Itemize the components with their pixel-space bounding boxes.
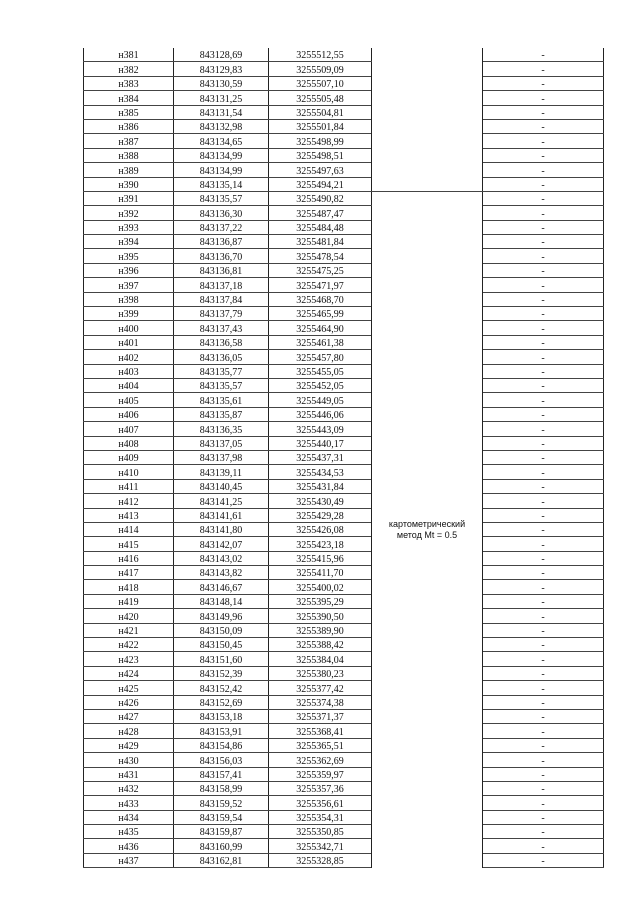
- x-coordinate-cell: 843135,57: [174, 378, 269, 392]
- extra-value-cell: -: [483, 465, 604, 479]
- point-id-cell: н406: [84, 407, 174, 421]
- extra-value-cell: -: [483, 249, 604, 263]
- y-coordinate-cell: 3255494,21: [269, 177, 372, 191]
- x-coordinate-cell: 843135,61: [174, 393, 269, 407]
- extra-value-cell: -: [483, 522, 604, 536]
- table-row: [84, 666, 604, 680]
- y-coordinate-cell: 3255449,05: [269, 393, 372, 407]
- extra-value-cell: -: [483, 263, 604, 277]
- table-row: [84, 580, 604, 594]
- y-coordinate-cell: 3255434,53: [269, 465, 372, 479]
- x-coordinate-cell: 843149,96: [174, 609, 269, 623]
- table-row: [84, 191, 604, 205]
- point-id-cell: н423: [84, 652, 174, 666]
- extra-value-cell: -: [483, 508, 604, 522]
- table-row: [84, 105, 604, 119]
- y-coordinate-cell: 3255365,51: [269, 738, 372, 752]
- y-coordinate-cell: 3255457,80: [269, 350, 372, 364]
- y-coordinate-cell: 3255411,70: [269, 566, 372, 580]
- x-coordinate-cell: 843136,81: [174, 263, 269, 277]
- extra-value-cell: -: [483, 623, 604, 637]
- point-id-cell: н429: [84, 738, 174, 752]
- y-coordinate-cell: 3255481,84: [269, 235, 372, 249]
- table-row: [84, 537, 604, 551]
- point-id-cell: н411: [84, 479, 174, 493]
- point-id-cell: н398: [84, 292, 174, 306]
- coordinates-table-body: [84, 48, 604, 868]
- extra-value-cell: -: [483, 163, 604, 177]
- point-id-cell: н392: [84, 206, 174, 220]
- point-id-cell: н405: [84, 393, 174, 407]
- extra-value-cell: -: [483, 638, 604, 652]
- x-coordinate-cell: 843136,35: [174, 422, 269, 436]
- table-row: [84, 781, 604, 795]
- x-coordinate-cell: 843141,25: [174, 494, 269, 508]
- extra-value-cell: -: [483, 378, 604, 392]
- point-id-cell: н383: [84, 76, 174, 90]
- y-coordinate-cell: 3255452,05: [269, 378, 372, 392]
- y-coordinate-cell: 3255475,25: [269, 263, 372, 277]
- y-coordinate-cell: 3255350,85: [269, 825, 372, 839]
- x-coordinate-cell: 843137,98: [174, 450, 269, 464]
- point-id-cell: н388: [84, 148, 174, 162]
- x-coordinate-cell: 843140,45: [174, 479, 269, 493]
- x-coordinate-cell: 843130,59: [174, 76, 269, 90]
- extra-value-cell: -: [483, 321, 604, 335]
- point-id-cell: н404: [84, 378, 174, 392]
- point-id-cell: н381: [84, 48, 174, 62]
- x-coordinate-cell: 843142,07: [174, 537, 269, 551]
- table-row: [84, 753, 604, 767]
- table-row: [84, 378, 604, 392]
- table-row: [84, 609, 604, 623]
- extra-value-cell: -: [483, 62, 604, 76]
- extra-value-cell: -: [483, 307, 604, 321]
- table-row: [84, 206, 604, 220]
- table-row: [84, 263, 604, 277]
- extra-value-cell: -: [483, 206, 604, 220]
- table-row: [84, 796, 604, 810]
- x-coordinate-cell: 843153,91: [174, 724, 269, 738]
- x-coordinate-cell: 843135,14: [174, 177, 269, 191]
- point-id-cell: н390: [84, 177, 174, 191]
- table-row: [84, 393, 604, 407]
- y-coordinate-cell: 3255342,71: [269, 839, 372, 853]
- x-coordinate-cell: 843159,87: [174, 825, 269, 839]
- point-id-cell: н401: [84, 335, 174, 349]
- table-row: [84, 119, 604, 133]
- table-row: [84, 163, 604, 177]
- table-row: [84, 623, 604, 637]
- coordinates-table: [83, 48, 604, 868]
- point-id-cell: н385: [84, 105, 174, 119]
- y-coordinate-cell: 3255431,84: [269, 479, 372, 493]
- x-coordinate-cell: 843143,02: [174, 551, 269, 565]
- point-id-cell: н427: [84, 709, 174, 723]
- x-coordinate-cell: 843134,99: [174, 148, 269, 162]
- table-row: [84, 450, 604, 464]
- y-coordinate-cell: 3255328,85: [269, 853, 372, 867]
- extra-value-cell: -: [483, 235, 604, 249]
- table-row: [84, 681, 604, 695]
- y-coordinate-cell: 3255498,99: [269, 134, 372, 148]
- table-row: [84, 724, 604, 738]
- table-row: [84, 422, 604, 436]
- extra-value-cell: -: [483, 695, 604, 709]
- point-id-cell: н409: [84, 450, 174, 464]
- x-coordinate-cell: 843151,60: [174, 652, 269, 666]
- extra-value-cell: -: [483, 781, 604, 795]
- x-coordinate-cell: 843137,84: [174, 292, 269, 306]
- table-row: [84, 522, 604, 536]
- extra-value-cell: -: [483, 839, 604, 853]
- point-id-cell: н402: [84, 350, 174, 364]
- x-coordinate-cell: 843136,30: [174, 206, 269, 220]
- point-id-cell: н394: [84, 235, 174, 249]
- table-row: [84, 479, 604, 493]
- extra-value-cell: -: [483, 350, 604, 364]
- extra-value-cell: -: [483, 825, 604, 839]
- point-id-cell: н437: [84, 853, 174, 867]
- table-row: [84, 839, 604, 853]
- table-row: [84, 91, 604, 105]
- extra-value-cell: -: [483, 609, 604, 623]
- y-coordinate-cell: 3255487,47: [269, 206, 372, 220]
- extra-value-cell: -: [483, 853, 604, 867]
- table-row: [84, 465, 604, 479]
- extra-value-cell: -: [483, 494, 604, 508]
- point-id-cell: н382: [84, 62, 174, 76]
- table-row: [84, 810, 604, 824]
- y-coordinate-cell: 3255359,97: [269, 767, 372, 781]
- point-id-cell: н389: [84, 163, 174, 177]
- method-cell: [372, 191, 483, 867]
- table-row: [84, 767, 604, 781]
- x-coordinate-cell: 843132,98: [174, 119, 269, 133]
- x-coordinate-cell: 843162,81: [174, 853, 269, 867]
- extra-value-cell: -: [483, 450, 604, 464]
- x-coordinate-cell: 843135,57: [174, 191, 269, 205]
- table-row: [84, 335, 604, 349]
- point-id-cell: н425: [84, 681, 174, 695]
- point-id-cell: н393: [84, 220, 174, 234]
- extra-value-cell: -: [483, 105, 604, 119]
- y-coordinate-cell: 3255368,41: [269, 724, 372, 738]
- x-coordinate-cell: 843137,18: [174, 278, 269, 292]
- table-row: [84, 177, 604, 191]
- table-row: [84, 825, 604, 839]
- x-coordinate-cell: 843153,18: [174, 709, 269, 723]
- y-coordinate-cell: 3255471,97: [269, 278, 372, 292]
- x-coordinate-cell: 843131,54: [174, 105, 269, 119]
- point-id-cell: н413: [84, 508, 174, 522]
- x-coordinate-cell: 843139,11: [174, 465, 269, 479]
- table-row: [84, 307, 604, 321]
- extra-value-cell: -: [483, 191, 604, 205]
- point-id-cell: н430: [84, 753, 174, 767]
- x-coordinate-cell: 843154,86: [174, 738, 269, 752]
- extra-value-cell: -: [483, 220, 604, 234]
- x-coordinate-cell: 843150,09: [174, 623, 269, 637]
- y-coordinate-cell: 3255389,90: [269, 623, 372, 637]
- extra-value-cell: -: [483, 436, 604, 450]
- extra-value-cell: -: [483, 594, 604, 608]
- y-coordinate-cell: 3255374,38: [269, 695, 372, 709]
- point-id-cell: н421: [84, 623, 174, 637]
- y-coordinate-cell: 3255490,82: [269, 191, 372, 205]
- x-coordinate-cell: 843134,65: [174, 134, 269, 148]
- extra-value-cell: -: [483, 738, 604, 752]
- point-id-cell: н397: [84, 278, 174, 292]
- point-id-cell: н391: [84, 191, 174, 205]
- y-coordinate-cell: 3255380,23: [269, 666, 372, 680]
- extra-value-cell: -: [483, 148, 604, 162]
- y-coordinate-cell: 3255356,61: [269, 796, 372, 810]
- extra-value-cell: -: [483, 580, 604, 594]
- extra-value-cell: -: [483, 666, 604, 680]
- extra-value-cell: -: [483, 479, 604, 493]
- extra-value-cell: -: [483, 134, 604, 148]
- point-id-cell: н419: [84, 594, 174, 608]
- x-coordinate-cell: 843158,99: [174, 781, 269, 795]
- extra-value-cell: -: [483, 709, 604, 723]
- point-id-cell: н400: [84, 321, 174, 335]
- y-coordinate-cell: 3255468,70: [269, 292, 372, 306]
- table-row: [84, 494, 604, 508]
- x-coordinate-cell: 843137,43: [174, 321, 269, 335]
- point-id-cell: н432: [84, 781, 174, 795]
- table-row: [84, 48, 604, 62]
- extra-value-cell: -: [483, 796, 604, 810]
- method-cell-upper: [372, 48, 483, 191]
- x-coordinate-cell: 843143,82: [174, 566, 269, 580]
- point-id-cell: н414: [84, 522, 174, 536]
- y-coordinate-cell: 3255505,48: [269, 91, 372, 105]
- table-row: [84, 738, 604, 752]
- y-coordinate-cell: 3255498,51: [269, 148, 372, 162]
- table-row: [84, 652, 604, 666]
- x-coordinate-cell: 843131,25: [174, 91, 269, 105]
- point-id-cell: н412: [84, 494, 174, 508]
- x-coordinate-cell: 843152,42: [174, 681, 269, 695]
- table-row: [84, 134, 604, 148]
- y-coordinate-cell: 3255465,99: [269, 307, 372, 321]
- x-coordinate-cell: 843136,05: [174, 350, 269, 364]
- y-coordinate-cell: 3255509,09: [269, 62, 372, 76]
- y-coordinate-cell: 3255501,84: [269, 119, 372, 133]
- extra-value-cell: -: [483, 119, 604, 133]
- x-coordinate-cell: 843137,05: [174, 436, 269, 450]
- y-coordinate-cell: 3255371,37: [269, 709, 372, 723]
- table-row: [84, 62, 604, 76]
- table-row: [84, 508, 604, 522]
- y-coordinate-cell: 3255455,05: [269, 364, 372, 378]
- y-coordinate-cell: 3255443,09: [269, 422, 372, 436]
- y-coordinate-cell: 3255362,69: [269, 753, 372, 767]
- table-row: [84, 407, 604, 421]
- table-row: [84, 551, 604, 565]
- y-coordinate-cell: 3255423,18: [269, 537, 372, 551]
- extra-value-cell: -: [483, 393, 604, 407]
- y-coordinate-cell: 3255497,63: [269, 163, 372, 177]
- extra-value-cell: -: [483, 537, 604, 551]
- table-row: [84, 436, 604, 450]
- extra-value-cell: -: [483, 566, 604, 580]
- x-coordinate-cell: 843152,69: [174, 695, 269, 709]
- y-coordinate-cell: 3255426,08: [269, 522, 372, 536]
- table-row: [84, 638, 604, 652]
- y-coordinate-cell: 3255507,10: [269, 76, 372, 90]
- x-coordinate-cell: 843141,80: [174, 522, 269, 536]
- point-id-cell: н395: [84, 249, 174, 263]
- table-row: [84, 594, 604, 608]
- y-coordinate-cell: 3255388,42: [269, 638, 372, 652]
- y-coordinate-cell: 3255430,49: [269, 494, 372, 508]
- x-coordinate-cell: 843157,41: [174, 767, 269, 781]
- x-coordinate-cell: 843137,22: [174, 220, 269, 234]
- x-coordinate-cell: 843159,52: [174, 796, 269, 810]
- point-id-cell: н428: [84, 724, 174, 738]
- point-id-cell: н408: [84, 436, 174, 450]
- table-row: [84, 566, 604, 580]
- x-coordinate-cell: 843150,45: [174, 638, 269, 652]
- table-row: [84, 278, 604, 292]
- point-id-cell: н434: [84, 810, 174, 824]
- extra-value-cell: -: [483, 652, 604, 666]
- point-id-cell: н396: [84, 263, 174, 277]
- point-id-cell: н431: [84, 767, 174, 781]
- y-coordinate-cell: 3255400,02: [269, 580, 372, 594]
- y-coordinate-cell: 3255478,54: [269, 249, 372, 263]
- point-id-cell: н416: [84, 551, 174, 565]
- extra-value-cell: -: [483, 76, 604, 90]
- x-coordinate-cell: 843159,54: [174, 810, 269, 824]
- table-row: [84, 321, 604, 335]
- x-coordinate-cell: 843160,99: [174, 839, 269, 853]
- x-coordinate-cell: 843137,79: [174, 307, 269, 321]
- table-row: [84, 249, 604, 263]
- y-coordinate-cell: 3255437,31: [269, 450, 372, 464]
- table-row: [84, 235, 604, 249]
- y-coordinate-cell: 3255377,42: [269, 681, 372, 695]
- point-id-cell: н384: [84, 91, 174, 105]
- y-coordinate-cell: 3255446,06: [269, 407, 372, 421]
- y-coordinate-cell: 3255395,29: [269, 594, 372, 608]
- table-row: [84, 853, 604, 867]
- point-id-cell: н386: [84, 119, 174, 133]
- point-id-cell: н426: [84, 695, 174, 709]
- extra-value-cell: -: [483, 810, 604, 824]
- x-coordinate-cell: 843135,77: [174, 364, 269, 378]
- table-row: [84, 364, 604, 378]
- y-coordinate-cell: 3255484,48: [269, 220, 372, 234]
- extra-value-cell: -: [483, 551, 604, 565]
- y-coordinate-cell: 3255461,38: [269, 335, 372, 349]
- point-id-cell: н422: [84, 638, 174, 652]
- y-coordinate-cell: 3255357,36: [269, 781, 372, 795]
- point-id-cell: н410: [84, 465, 174, 479]
- extra-value-cell: -: [483, 767, 604, 781]
- x-coordinate-cell: 843136,70: [174, 249, 269, 263]
- extra-value-cell: -: [483, 177, 604, 191]
- y-coordinate-cell: 3255440,17: [269, 436, 372, 450]
- table-row: [84, 709, 604, 723]
- table-row: [84, 695, 604, 709]
- table-row: [84, 350, 604, 364]
- x-coordinate-cell: 843136,58: [174, 335, 269, 349]
- point-id-cell: н407: [84, 422, 174, 436]
- extra-value-cell: -: [483, 681, 604, 695]
- x-coordinate-cell: 843135,87: [174, 407, 269, 421]
- method-text-line2: метод Mt = 0.5: [396, 529, 458, 540]
- point-id-cell: н433: [84, 796, 174, 810]
- x-coordinate-cell: 843146,67: [174, 580, 269, 594]
- y-coordinate-cell: 3255504,81: [269, 105, 372, 119]
- extra-value-cell: -: [483, 278, 604, 292]
- point-id-cell: н403: [84, 364, 174, 378]
- x-coordinate-cell: 843134,99: [174, 163, 269, 177]
- point-id-cell: н435: [84, 825, 174, 839]
- y-coordinate-cell: 3255429,28: [269, 508, 372, 522]
- x-coordinate-cell: 843156,03: [174, 753, 269, 767]
- x-coordinate-cell: 843128,69: [174, 48, 269, 62]
- point-id-cell: н417: [84, 566, 174, 580]
- extra-value-cell: -: [483, 364, 604, 378]
- table-row: [84, 292, 604, 306]
- y-coordinate-cell: 3255415,96: [269, 551, 372, 565]
- point-id-cell: н418: [84, 580, 174, 594]
- x-coordinate-cell: 843148,14: [174, 594, 269, 608]
- x-coordinate-cell: 843152,39: [174, 666, 269, 680]
- table-row: [84, 148, 604, 162]
- point-id-cell: н424: [84, 666, 174, 680]
- point-id-cell: н399: [84, 307, 174, 321]
- method-text-line1: картометрический: [388, 518, 466, 529]
- point-id-cell: н415: [84, 537, 174, 551]
- extra-value-cell: -: [483, 422, 604, 436]
- point-id-cell: н436: [84, 839, 174, 853]
- y-coordinate-cell: 3255512,55: [269, 48, 372, 62]
- y-coordinate-cell: 3255464,90: [269, 321, 372, 335]
- point-id-cell: н387: [84, 134, 174, 148]
- extra-value-cell: -: [483, 753, 604, 767]
- extra-value-cell: -: [483, 91, 604, 105]
- y-coordinate-cell: 3255354,31: [269, 810, 372, 824]
- x-coordinate-cell: 843136,87: [174, 235, 269, 249]
- extra-value-cell: -: [483, 48, 604, 62]
- extra-value-cell: -: [483, 724, 604, 738]
- y-coordinate-cell: 3255384,04: [269, 652, 372, 666]
- point-id-cell: н420: [84, 609, 174, 623]
- x-coordinate-cell: 843129,83: [174, 62, 269, 76]
- y-coordinate-cell: 3255390,50: [269, 609, 372, 623]
- x-coordinate-cell: 843141,61: [174, 508, 269, 522]
- extra-value-cell: -: [483, 292, 604, 306]
- extra-value-cell: -: [483, 335, 604, 349]
- table-row: [84, 220, 604, 234]
- table-row: [84, 76, 604, 90]
- extra-value-cell: -: [483, 407, 604, 421]
